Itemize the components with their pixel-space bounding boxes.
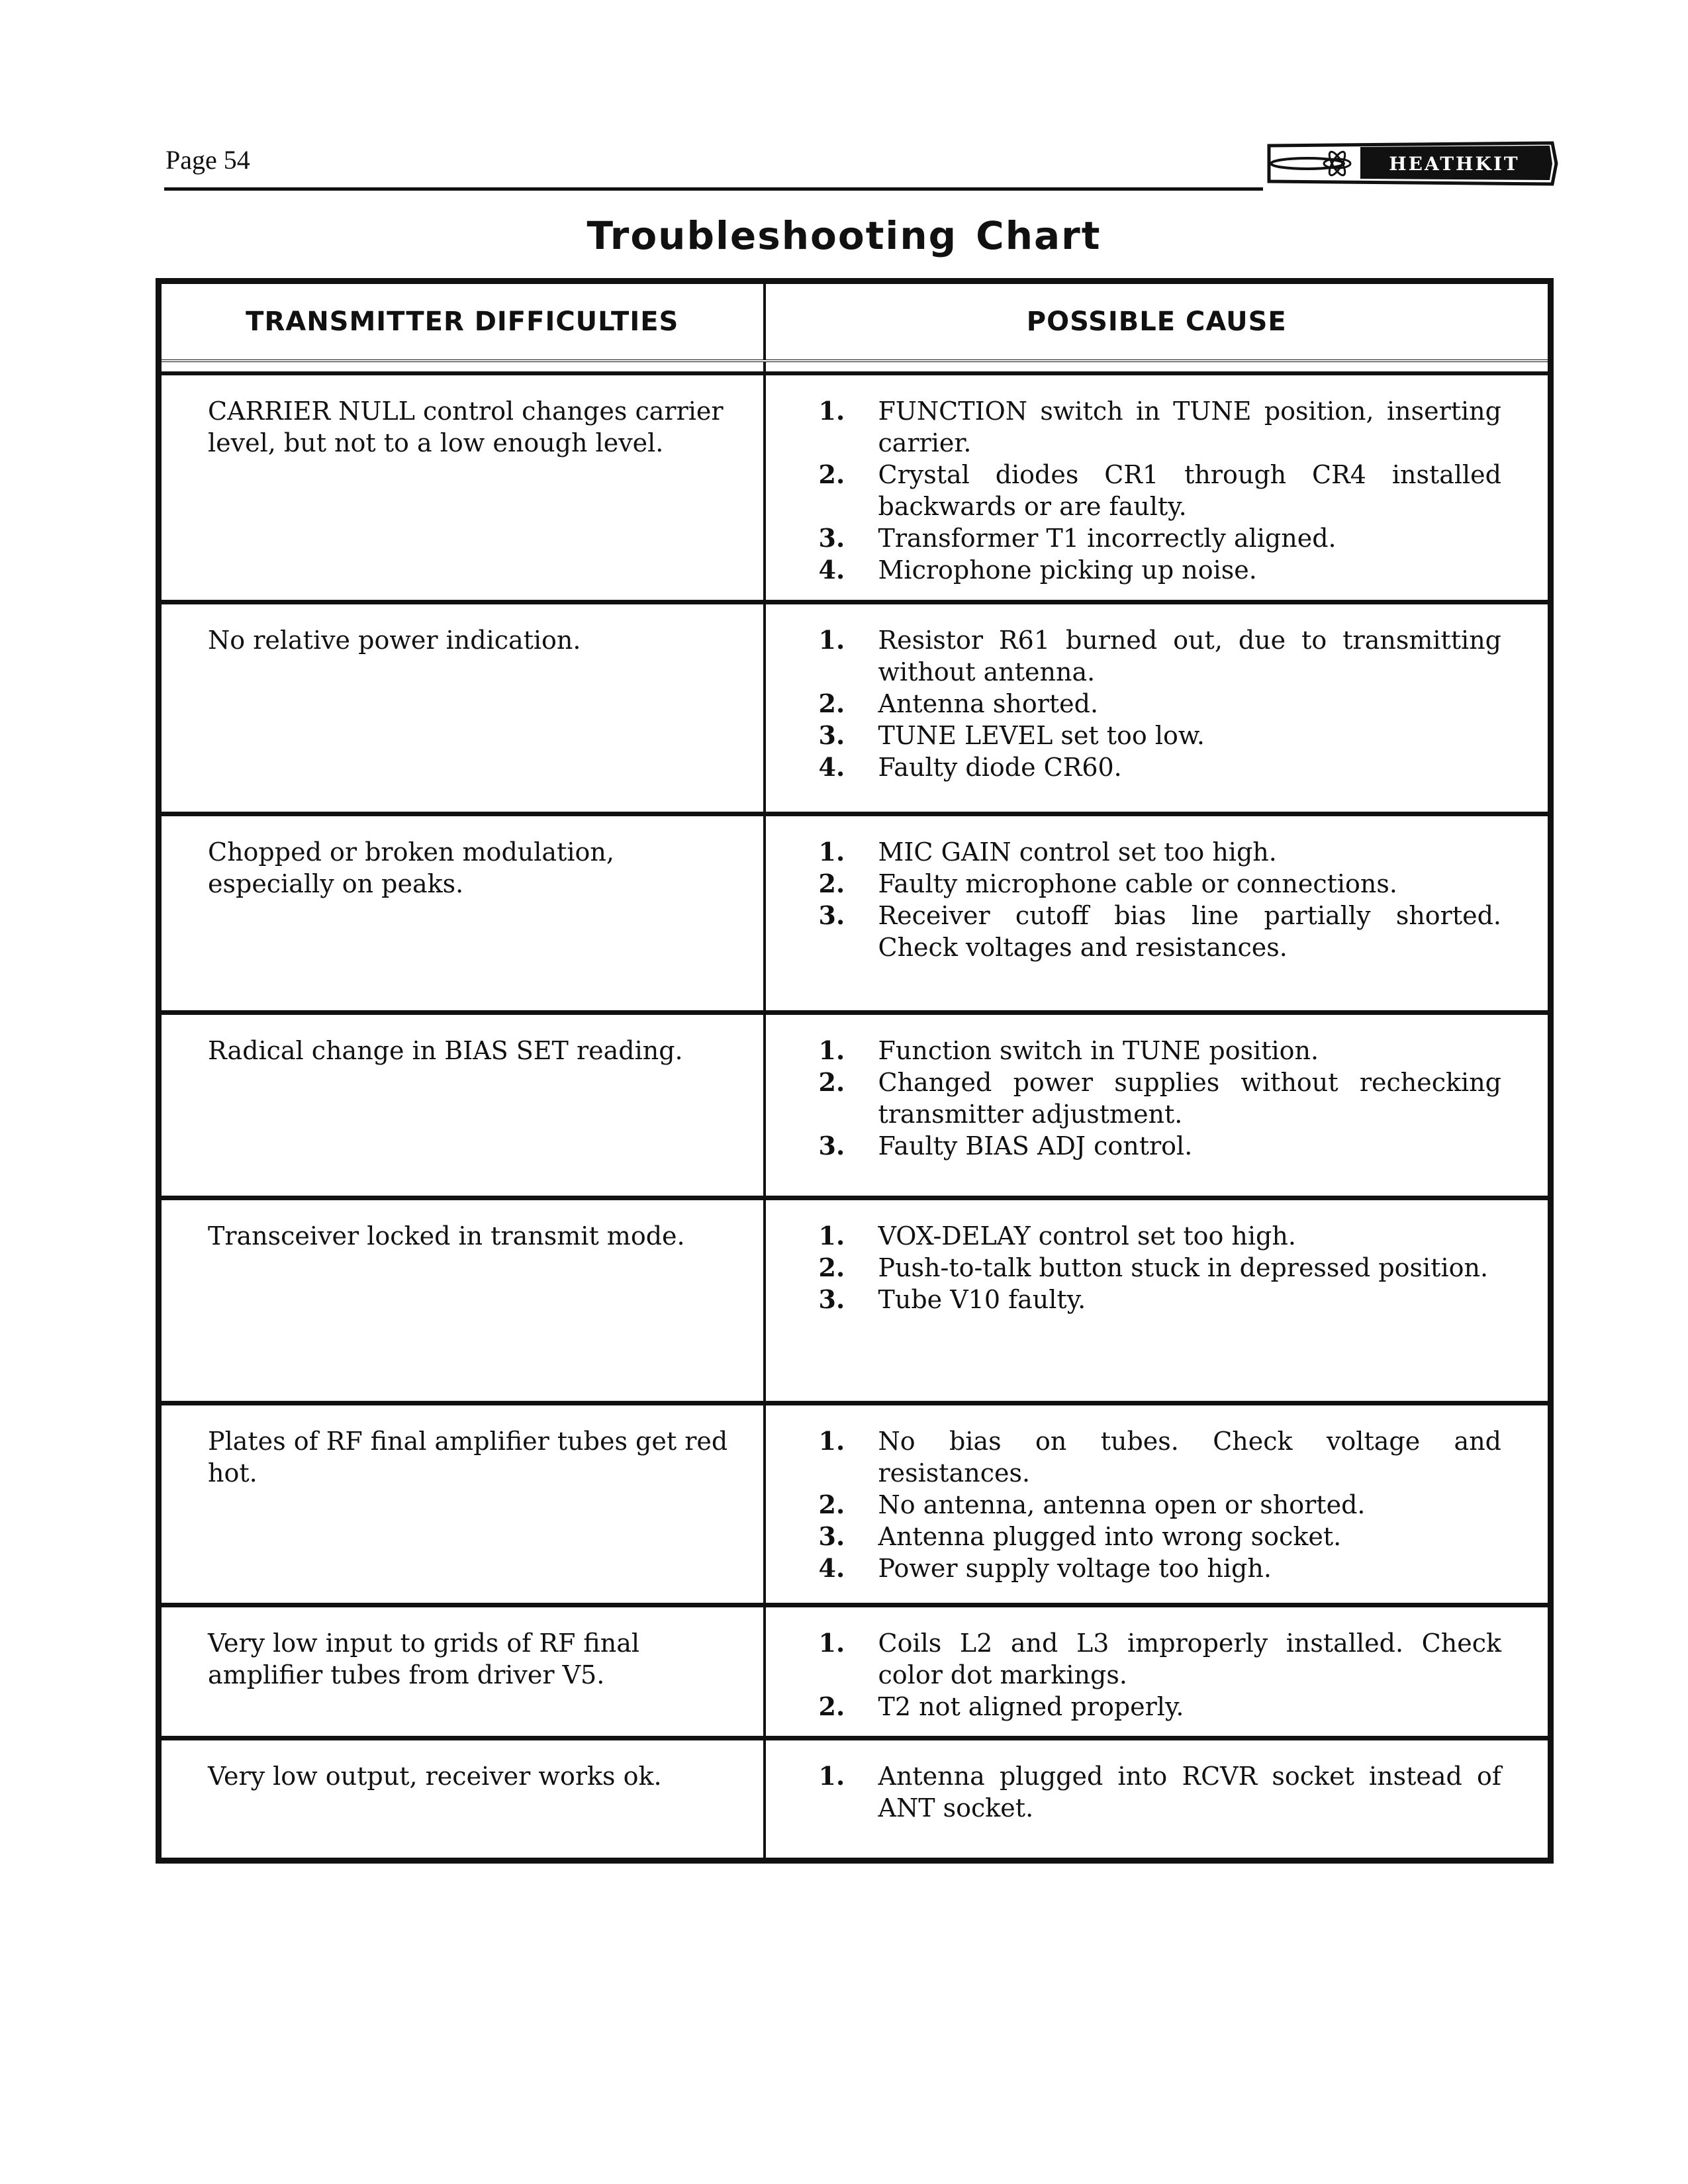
- cause-item: [819, 522, 1502, 554]
- cause-item: [819, 554, 1502, 586]
- table-row: [159, 1605, 1551, 1738]
- cause-number: 4.: [818, 1552, 845, 1583]
- cause-item: [819, 624, 1502, 688]
- difficulty-cell: No relative power indication.: [159, 602, 765, 814]
- cause-text: MIC GAIN control set too high.: [878, 837, 1277, 867]
- cause-item: [819, 720, 1502, 751]
- cause-text: Push-to-talk button stuck in depressed position.: [878, 1253, 1489, 1282]
- svg-text:HEATHKIT: HEATHKIT: [1389, 153, 1520, 175]
- table-row: [159, 1012, 1551, 1198]
- cause-number: 2.: [818, 1067, 845, 1097]
- cause-cell: [765, 1605, 1551, 1738]
- table-row: [159, 814, 1551, 1012]
- cause-text: Changed power supplies without rechecking transmitter adjustment.: [878, 1067, 1501, 1129]
- difficulty-cell: Transceiver locked in transmit mode.: [159, 1198, 765, 1403]
- header-rule: [164, 187, 1263, 191]
- cause-item: [819, 459, 1502, 522]
- cause-list: [819, 1760, 1502, 1824]
- cause-number: 2.: [818, 688, 845, 718]
- difficulty-cell: Chopped or broken modulation, especially on peaks.: [159, 814, 765, 1012]
- cause-text: Power supply voltage too high.: [878, 1553, 1272, 1583]
- cause-item: [819, 1760, 1502, 1824]
- cause-number: 1.: [818, 1627, 845, 1658]
- cause-text: Coils L2 and L3 improperly installed. Check color dot markings.: [878, 1628, 1501, 1689]
- cause-list: [819, 1425, 1502, 1584]
- cause-number: 4.: [818, 751, 845, 782]
- difficulty-cell: Very low input to grids of RF final amplifier tubes from driver V5.: [159, 1605, 765, 1738]
- cause-list: [819, 624, 1502, 783]
- cause-list: [819, 836, 1502, 963]
- cause-cell: [765, 1198, 1551, 1403]
- cause-text: No bias on tubes. Check voltage and resistances.: [878, 1426, 1501, 1488]
- cause-number: 1.: [818, 836, 845, 867]
- cause-text: VOX-DELAY control set too high.: [878, 1221, 1296, 1251]
- cause-item: [819, 688, 1502, 720]
- cause-item: [819, 1035, 1502, 1067]
- cause-text: Receiver cutoff bias line partially shorted. Check voltages and resistances.: [878, 900, 1501, 962]
- cause-item: [819, 1425, 1502, 1489]
- difficulty-cell: Radical change in BIAS SET reading.: [159, 1012, 765, 1198]
- cause-cell: [765, 1012, 1551, 1198]
- cause-number: 3.: [818, 900, 845, 930]
- cause-number: 3.: [818, 720, 845, 750]
- cause-text: Transformer T1 incorrectly aligned.: [878, 524, 1336, 553]
- difficulty-cell: Plates of RF final amplifier tubes get red hot.: [159, 1403, 765, 1605]
- table-row: [159, 1403, 1551, 1605]
- cause-number: 2.: [818, 1252, 845, 1282]
- cause-text: Antenna shorted.: [878, 688, 1099, 718]
- cause-number: 3.: [818, 1130, 845, 1161]
- cause-cell: [765, 1738, 1551, 1860]
- cause-number: 3.: [818, 523, 845, 553]
- table-row: [159, 373, 1551, 602]
- cause-item: [819, 1067, 1502, 1130]
- cause-item: [819, 1691, 1502, 1723]
- table-row: [159, 1738, 1551, 1860]
- cause-list: [819, 1220, 1502, 1315]
- cause-cell: [765, 602, 1551, 814]
- cause-text: No antenna, antenna open or shorted.: [878, 1490, 1366, 1519]
- cause-cell: [765, 373, 1551, 602]
- difficulty-cell: Very low output, receiver works ok.: [159, 1738, 765, 1860]
- cause-text: Crystal diodes CR1 through CR4 installed backwards or are faulty.: [878, 460, 1501, 521]
- cause-list: [819, 1627, 1502, 1723]
- page-number: Page 54: [165, 145, 250, 175]
- cause-text: Tube V10 faulty.: [878, 1284, 1086, 1314]
- cause-text: Resistor R61 burned out, due to transmitting without antenna.: [878, 625, 1501, 687]
- difficulty-cell: CARRIER NULL control changes carrier level, but not to a low enough level.: [159, 373, 765, 602]
- cause-text: Microphone picking up noise.: [878, 555, 1257, 585]
- cause-item: [819, 900, 1502, 963]
- cause-item: [819, 836, 1502, 868]
- cause-cell: [765, 1403, 1551, 1605]
- title-word: Chart: [976, 213, 1102, 258]
- cause-item: [819, 1130, 1502, 1162]
- cause-number: 2.: [818, 1691, 845, 1721]
- cause-item: [819, 395, 1502, 459]
- cause-item: [819, 1284, 1502, 1315]
- cause-text: FUNCTION switch in TUNE position, inserting carrier.: [878, 397, 1501, 457]
- column-header-cause: POSSIBLE CAUSE: [765, 281, 1551, 361]
- cause-item: [819, 751, 1502, 783]
- cause-number: 3.: [818, 1284, 845, 1314]
- column-header-difficulty: TRANSMITTER DIFFICULTIES: [159, 281, 765, 361]
- cause-text: T2 not aligned properly.: [878, 1691, 1184, 1721]
- cause-number: 2.: [818, 459, 845, 489]
- page-title: [0, 213, 1688, 258]
- cause-number: 1.: [818, 1220, 845, 1251]
- cause-text: Faulty diode CR60.: [878, 752, 1122, 782]
- title-word: Troubleshooting: [586, 213, 958, 258]
- cause-number: 1.: [818, 1425, 845, 1456]
- cause-number: 2.: [818, 868, 845, 898]
- cause-list: [819, 1035, 1502, 1162]
- cause-text: Faulty BIAS ADJ control.: [878, 1131, 1193, 1161]
- table-row: [159, 602, 1551, 814]
- cause-item: [819, 1252, 1502, 1284]
- cause-item: [819, 1627, 1502, 1691]
- cause-number: 4.: [818, 555, 845, 585]
- cause-number: 1.: [818, 396, 845, 426]
- table-row: [159, 1198, 1551, 1403]
- cause-number: 2.: [818, 1489, 845, 1519]
- troubleshooting-table: [156, 278, 1554, 1864]
- cause-item: [819, 1489, 1502, 1521]
- cause-text: TUNE LEVEL set too low.: [878, 720, 1205, 750]
- cause-number: 1.: [818, 624, 845, 655]
- cause-number: 1.: [818, 1035, 845, 1065]
- cause-list: [819, 395, 1502, 586]
- cause-number: 1.: [818, 1760, 845, 1791]
- cause-item: [819, 1521, 1502, 1552]
- cause-item: [819, 1552, 1502, 1584]
- cause-item: [819, 868, 1502, 900]
- cause-text: Antenna plugged into RCVR socket instead of ANT socket.: [878, 1761, 1501, 1823]
- cause-text: Faulty microphone cable or connections.: [878, 869, 1397, 898]
- cause-item: [819, 1220, 1502, 1252]
- cause-text: Function switch in TUNE position.: [878, 1035, 1319, 1065]
- cause-number: 3.: [818, 1521, 845, 1551]
- cause-cell: [765, 814, 1551, 1012]
- cause-text: Antenna plugged into wrong socket.: [878, 1521, 1342, 1551]
- heathkit-logo: [1261, 140, 1559, 187]
